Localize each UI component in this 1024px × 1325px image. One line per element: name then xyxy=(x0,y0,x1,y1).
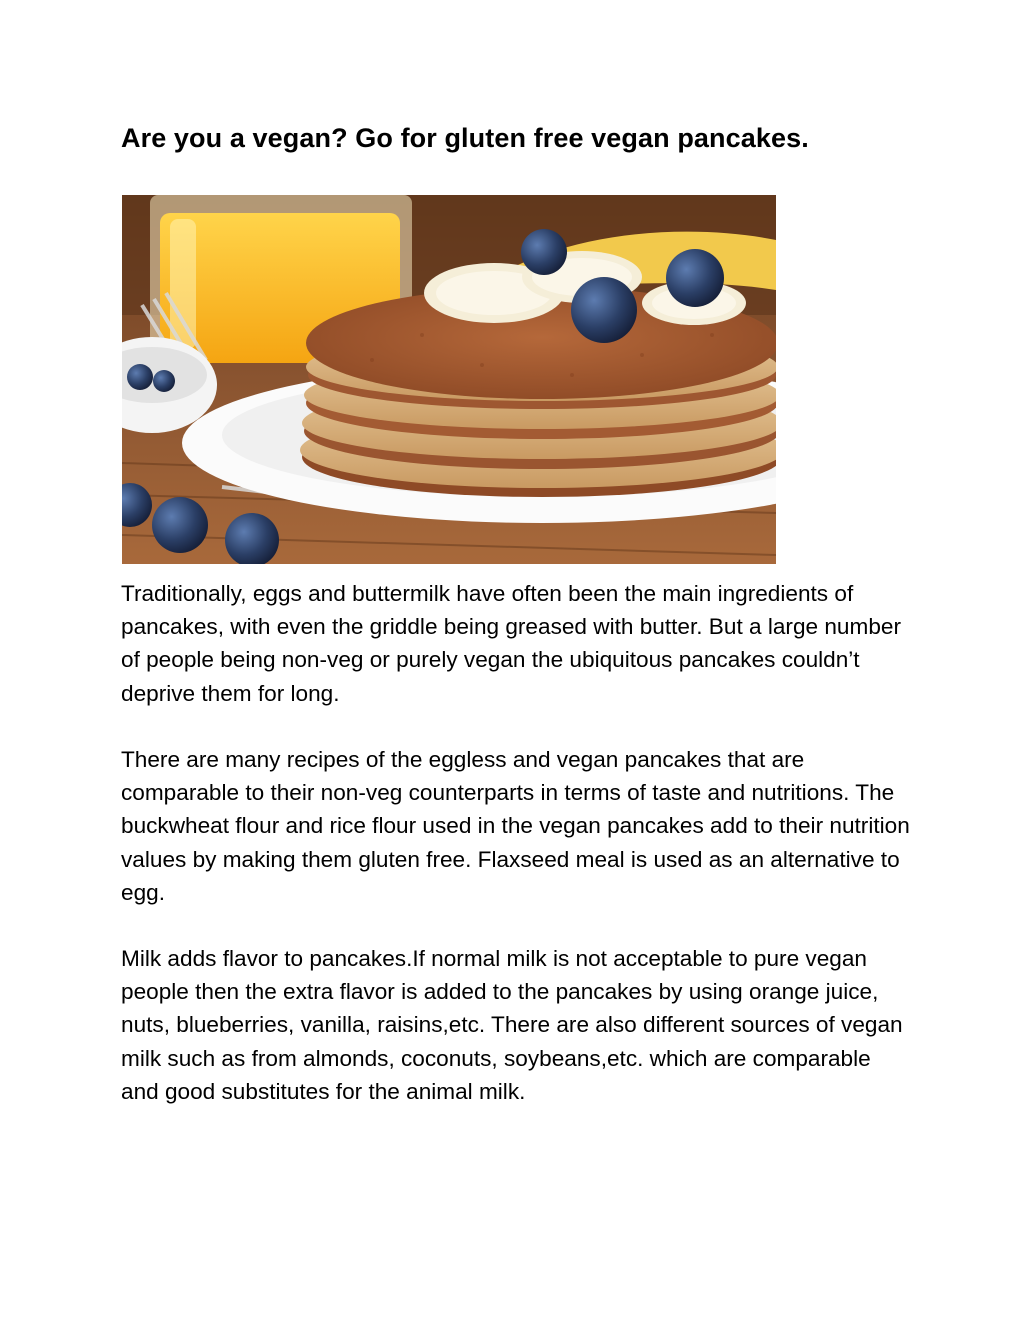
pancake-photo xyxy=(122,195,776,564)
paragraph-1: Traditionally, eggs and buttermilk have often been the main ingredients of pancakes, with even the griddle being greased with butter. But a large number of people being non-veg or purely vegan the ubiquitous pancakes couldn’t deprive them for long. xyxy=(121,581,901,706)
page-title: Are you a vegan? Go for gluten free vegan pancakes. xyxy=(121,123,809,153)
paragraph-3: Milk adds flavor to pancakes.If normal milk is not acceptable to pure vegan people then the extra flavor is added to the pancakes by using orange juice, nuts, blueberries, vanilla, raisins,etc. There are also different sources of vegan milk such as from almonds, coconuts, soybeans,etc. which are comparable and good substitutes for the animal milk. xyxy=(121,946,903,1104)
paragraph-2: There are many recipes of the eggless and vegan pancakes that are comparable to their non-veg counterparts in terms of taste and nutritions. The buckwheat flour and rice flour used in the vegan pancakes add to their nutrition values by making them gluten free. Flaxseed meal is used as an alternative to egg. xyxy=(121,747,910,905)
